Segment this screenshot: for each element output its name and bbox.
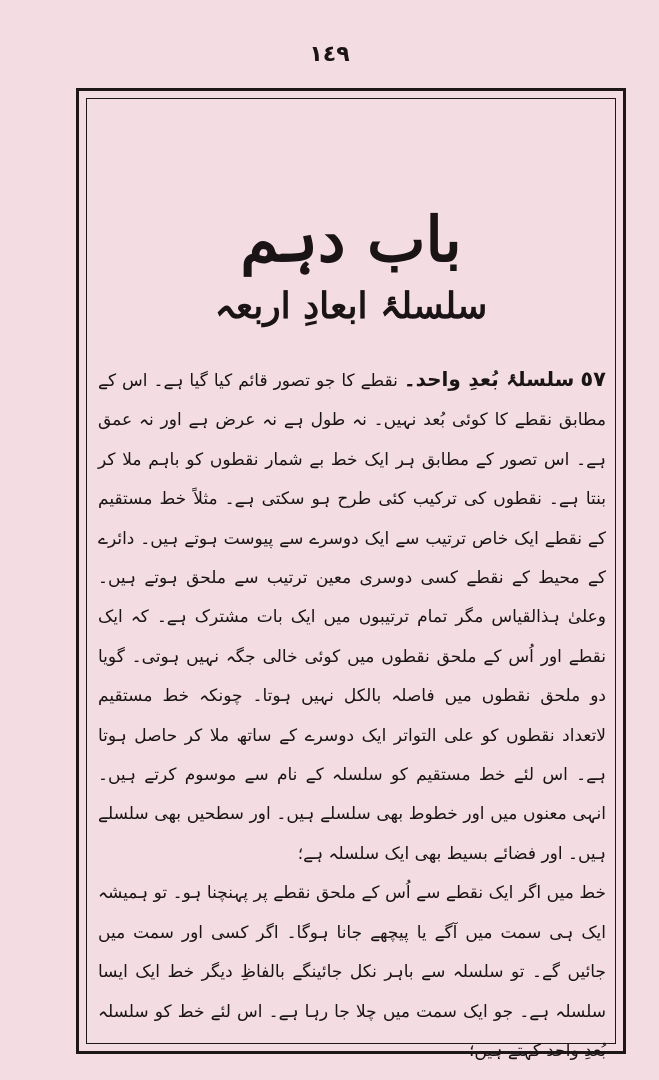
page-number: ١٤٩	[309, 42, 350, 67]
paragraph-text: نقطے کا جو تصور قائم کیا گیا ہے۔ اس کے مطابق نقطے کا کوئی بُعد نہیں۔ نہ طول ہے نہ عرض ہے اور نہ عمق ہے۔ اس تصور کے مطابق ہر ایک خط بے شمار نقطوں کو باہم ملا کر بنتا ہے۔ نقطوں کی ترکیب کئی طرح ہو سکتی ہے۔ مثلاً خط مستقیم کے نقطے ایک خاص ترتیب سے ایک دوسرے سے پیوست ہوتے ہیں۔ دائرے کے محیط کے نقطے کسی دوسری معین ترتیب سے ملحق ہوتے ہیں۔ وعلیٰ ہذالقیاس مگر تمام ترتیبوں میں ایک بات مشترک ہے۔ کہ ایک نقطے اور اُس کے ملحق نقطوں میں کوئی خالی جگہ نہیں ہوتی۔ گویا دو ملحق نقطوں میں فاصلہ بالکل نہیں ہوتا۔ چونکہ خط مستقیم لاتعداد نقطوں کو علی التواتر ایک دوسرے کے ساتھ ملا کر حاصل ہوتا ہے۔ اس لئے خط مستقیم کو سلسلہ کے نام سے موسوم کرتے ہیں۔ انہی معنوں میں اور خطوط بھی سلسلے ہیں۔ اور سطحیں بھی سلسلے ہیں۔ اور فضائے بسیط بھی ایک سلسلہ ہے؛	[98, 371, 606, 864]
chapter-subtitle: سلسلۂ ابعادِ اربعہ	[214, 285, 488, 327]
chapter-title: باب دہم	[240, 203, 462, 276]
section-heading: سلسلۂ بُعدِ واحد۔	[403, 367, 575, 391]
body-text	[98, 360, 606, 1071]
paragraph	[98, 360, 606, 874]
section-number: ٥٧	[580, 367, 606, 391]
paragraph-text: خط میں اگر ایک نقطے سے اُس کے ملحق نقطے پر پہنچنا ہو۔ تو ہمیشہ ایک ہی سمت میں آگے یا پیچھے جانا ہوگا۔ اگر کسی اور سمت میں جائیں گے۔ تو سلسلہ سے باہر نکل جائینگے بالفاظِ دیگر خط ایک ایسا سلسلہ ہے۔ جو ایک سمت میں چلا جا رہا ہے۔ اس لئے خط کو سلسلہ بُعدِ واحد کہتے ہیں؛	[98, 883, 606, 1061]
paragraph	[98, 874, 606, 1071]
